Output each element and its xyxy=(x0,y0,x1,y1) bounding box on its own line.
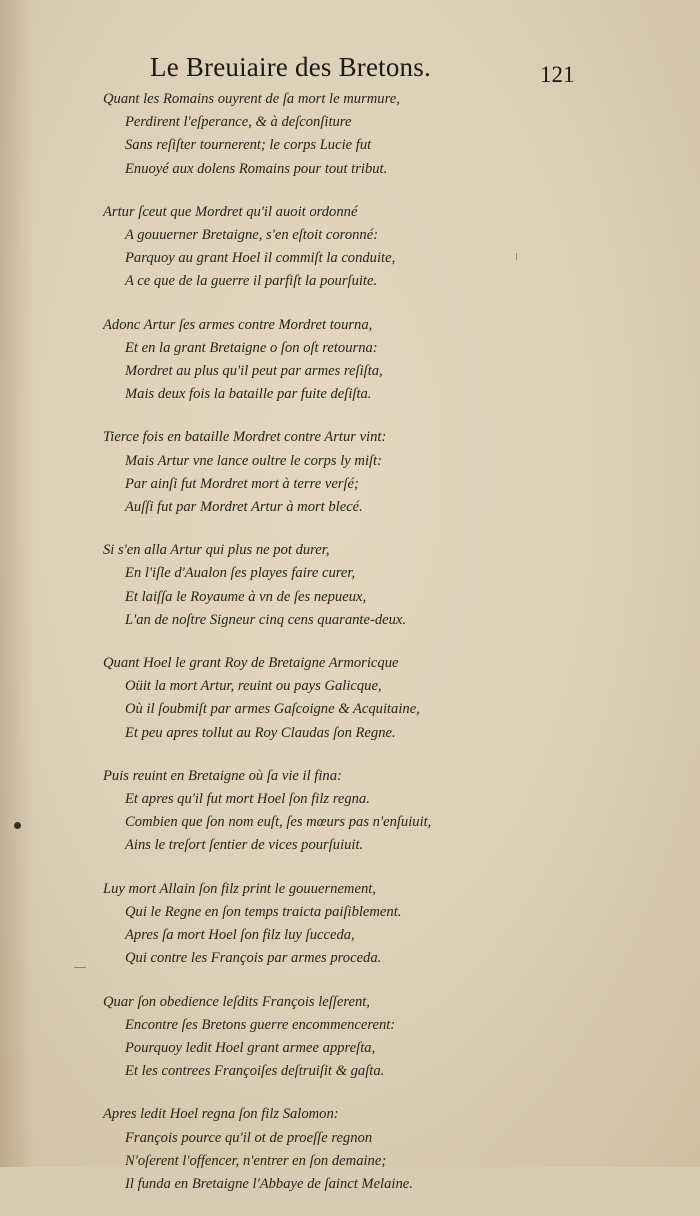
verse-line: En l'iſle d'Aualon ſes playes faire curer, xyxy=(125,565,356,582)
stanza xyxy=(103,426,493,519)
verse-line: Si s'en alla Artur qui plus ne pot durer, xyxy=(103,542,330,559)
verse-line: Parquoy au grant Hoel il commiſt la conduite, xyxy=(125,250,396,267)
stanza xyxy=(103,878,493,971)
margin-mark xyxy=(74,967,86,968)
poem-body xyxy=(103,88,493,1216)
verse-line: Quant les Romains ouyrent de ſa mort le murmure, xyxy=(103,91,400,107)
verse-line: Apres ledit Hoel regna ſon filz Salomon: xyxy=(103,1106,339,1123)
stanza xyxy=(103,201,493,294)
verse-line: Perdirent l'eſperance, & à deſconſiture xyxy=(125,114,352,131)
verse-line: Et apres qu'il fut mort Hoel ſon filz regna. xyxy=(125,791,370,808)
verse-line: A ce que de la guerre il parfiſt la pourſuite. xyxy=(125,273,378,290)
verse-line: Il funda en Bretaigne l'Abbaye de ſainct Melaine. xyxy=(125,1175,413,1192)
verse-line: Ains le treſort ſentier de vices pourſuiuit. xyxy=(125,837,364,854)
verse-line: Quant Hoel le grant Roy de Bretaigne Armoricque xyxy=(103,655,399,672)
verse-line: Et peu apres tollut au Roy Claudas ſon Regne. xyxy=(125,724,396,741)
verse-line: Tierce fois en bataille Mordret contre Artur vint: xyxy=(103,429,387,446)
verse-line: Mais Artur vne lance oultre le corps ly miſt: xyxy=(125,452,382,469)
verse-line: Combien que ſon nom euſt, ſes mœurs pas n'enſuiuit, xyxy=(125,814,432,831)
running-title: Le Breuiaire des Bretons. xyxy=(150,52,431,82)
stanza xyxy=(103,88,493,181)
stanza xyxy=(103,765,493,858)
verse-line: A gouuerner Bretaigne, s'en eſtoit coronné: xyxy=(125,227,379,244)
verse-line: Auſſi fut par Mordret Artur à mort blecé. xyxy=(125,499,363,516)
margin-mark xyxy=(516,253,517,260)
verse-line: Quar ſon obedience leſdits François leſſerent, xyxy=(103,993,370,1010)
verse-line: Luy mort Allain ſon filz print le gouuernement, xyxy=(103,880,376,897)
stanza xyxy=(103,1103,493,1196)
page-gutter-shadow xyxy=(0,0,34,1167)
verse-line: Où il ſoubmiſt par armes Gaſcoigne & Acquitaine, xyxy=(125,701,420,718)
stanza xyxy=(103,539,493,632)
stanza xyxy=(103,991,493,1084)
verse-line: Qui contre les François par armes proceda. xyxy=(125,950,382,967)
verse-line: François pource qu'il ot de proeſſe regnon xyxy=(125,1129,373,1146)
verse-line: Enuoyé aux dolens Romains pour tout tribut. xyxy=(125,160,388,177)
verse-line: Pourquoy ledit Hoel grant armee appreſta, xyxy=(125,1039,376,1056)
verse-line: Artur ſceut que Mordret qu'il auoit ordonné xyxy=(103,203,358,220)
verse-line: Et en la grant Bretaigne o ſon oſt retourna: xyxy=(125,339,378,356)
verse-line: Par ainſi fut Mordret mort à terre verſé; xyxy=(125,475,359,492)
verse-line: Oüit la mort Artur, reuint ou pays Galicque, xyxy=(125,678,382,695)
verse-line: Adonc Artur ſes armes contre Mordret tourna, xyxy=(103,316,373,333)
page-number: 121 xyxy=(540,62,575,87)
ink-spot xyxy=(14,822,21,829)
verse-line: Sans reſiſter tournerent; le corps Lucie fut xyxy=(125,137,372,154)
verse-line: N'oſerent l'offencer, n'entrer en ſon demaine; xyxy=(125,1152,387,1169)
stanza xyxy=(103,652,493,745)
verse-line: Mais deux fois la bataille par fuite deſiſta. xyxy=(125,386,372,403)
verse-line: L'an de noſtre Signeur cinq cens quarante-deux. xyxy=(125,611,407,628)
verse-line: Puis reuint en Bretaigne où ſa vie il fina: xyxy=(103,767,342,784)
verse-line: Mordret au plus qu'il peut par armes reſiſta, xyxy=(125,363,383,380)
verse-line: Apres ſa mort Hoel ſon filz luy ſucceda, xyxy=(125,927,355,944)
verse-line: Et les contrees Françoiſes deſtruiſit & gaſta. xyxy=(125,1063,385,1080)
verse-line: Et laiſſa le Royaume à vn de ſes nepueux, xyxy=(125,588,367,605)
verse-line: Encontre ſes Bretons guerre encommencerent: xyxy=(125,1016,396,1033)
verse-line: Qui le Regne en ſon temps traicta paiſiblement. xyxy=(125,903,402,920)
stanza xyxy=(103,314,493,407)
